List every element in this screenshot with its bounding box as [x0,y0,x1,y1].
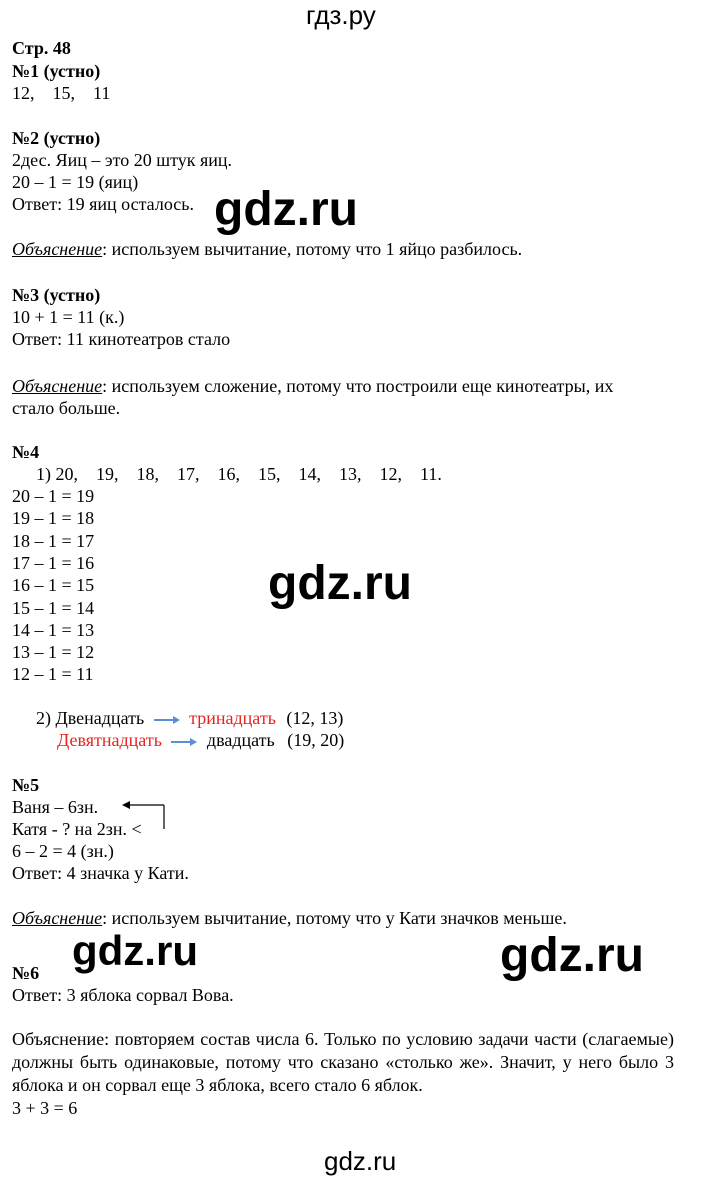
explanation-label: Объяснение [12,908,103,928]
footer-site: gdz.ru [324,1146,397,1176]
task6-title: №6 [12,963,40,983]
watermark: gdz.ru [500,929,644,982]
arrow-right-icon [170,737,198,747]
arrow-right-icon [153,715,181,725]
task2-line1: 2дес. Яиц – это 20 штук яиц. [12,150,232,170]
numbers: (12, 13) [286,708,344,728]
task1-title: №1 (устно) [12,61,101,81]
equation-line: 16 – 1 = 15 [12,575,95,596]
task1-answer: 12, 15, 11 [12,83,111,103]
explanation-text: : используем вычитание, потому что 1 яйцо разбилось. [102,239,523,259]
task5-line2: Катя - ? на 2зн. < [12,819,142,839]
task3-line1: 10 + 1 = 11 (к.) [12,307,125,327]
task5-title: №5 [12,775,40,795]
page-number: Стр. 48 [12,38,71,58]
task3-explanation [12,375,613,397]
task2-title: №2 (устно) [12,128,101,148]
equation-line: 12 – 1 = 11 [12,664,94,685]
task4-part2-line2 [57,729,344,751]
task3-title: №3 (устно) [12,285,101,305]
task5-line1: Ваня – 6зн. [12,797,99,817]
task6-equation: 3 + 3 = 6 [12,1098,78,1118]
task2-answer: Ответ: 19 яиц осталось. [12,194,194,214]
equation-line: 19 – 1 = 18 [12,508,95,529]
explanation-label: Объяснение [12,239,103,259]
word: 2) Двенадцать [36,708,145,728]
equation-line: 15 – 1 = 14 [12,597,95,618]
task3-answer: Ответ: 11 кинотеатров стало [12,329,231,349]
explanation-label: Объяснение [12,376,103,396]
numbers: (19, 20) [287,730,345,750]
task4-sequence: 1) 20, 19, 18, 17, 16, 15, 14, 13, 12, 11. [36,464,442,484]
equation-line: 20 – 1 = 19 [12,486,95,506]
word: двадцать [206,730,275,750]
equation-line: 18 – 1 = 17 [12,530,95,551]
task5-line3: 6 – 2 = 4 (зн.) [12,841,114,861]
red-word: тринадцать [189,708,276,728]
explanation-text: : используем сложение, потому что построили еще кинотеатры, их [102,376,614,396]
equation-line: 14 – 1 = 13 [12,619,95,640]
equation-line: 17 – 1 = 16 [12,552,95,573]
header-site: гдз.ру [306,0,376,30]
watermark: gdz.ru [72,927,198,974]
task6-explanation: Объяснение: повторяем состав числа 6. Только по условию задачи части (слагаемые) должны быть одинаковые, потому что сказано «столько же». Значит, у него было 3 яблока и он сорвал еще 3 яблока, всего стало 6 яблок. [12,1029,674,1095]
watermark: gdz.ru [214,183,358,236]
explanation-text: : используем вычитание, потому что у Кати значков меньше. [102,908,567,928]
watermark: gdz.ru [268,557,412,610]
task2-explanation [12,238,522,260]
task4-part2-line1 [36,707,343,729]
task4-title: №4 [12,442,40,462]
task3-explanation-cont: стало больше. [12,398,121,418]
task5-answer: Ответ: 4 значка у Кати. [12,863,189,883]
task6-answer: Ответ: 3 яблока сорвал Вова. [12,985,234,1005]
equation-line: 13 – 1 = 12 [12,642,95,663]
task5-explanation [12,907,567,929]
red-word: Девятнадцать [57,730,162,750]
task2-line2: 20 – 1 = 19 (яиц) [12,172,139,192]
